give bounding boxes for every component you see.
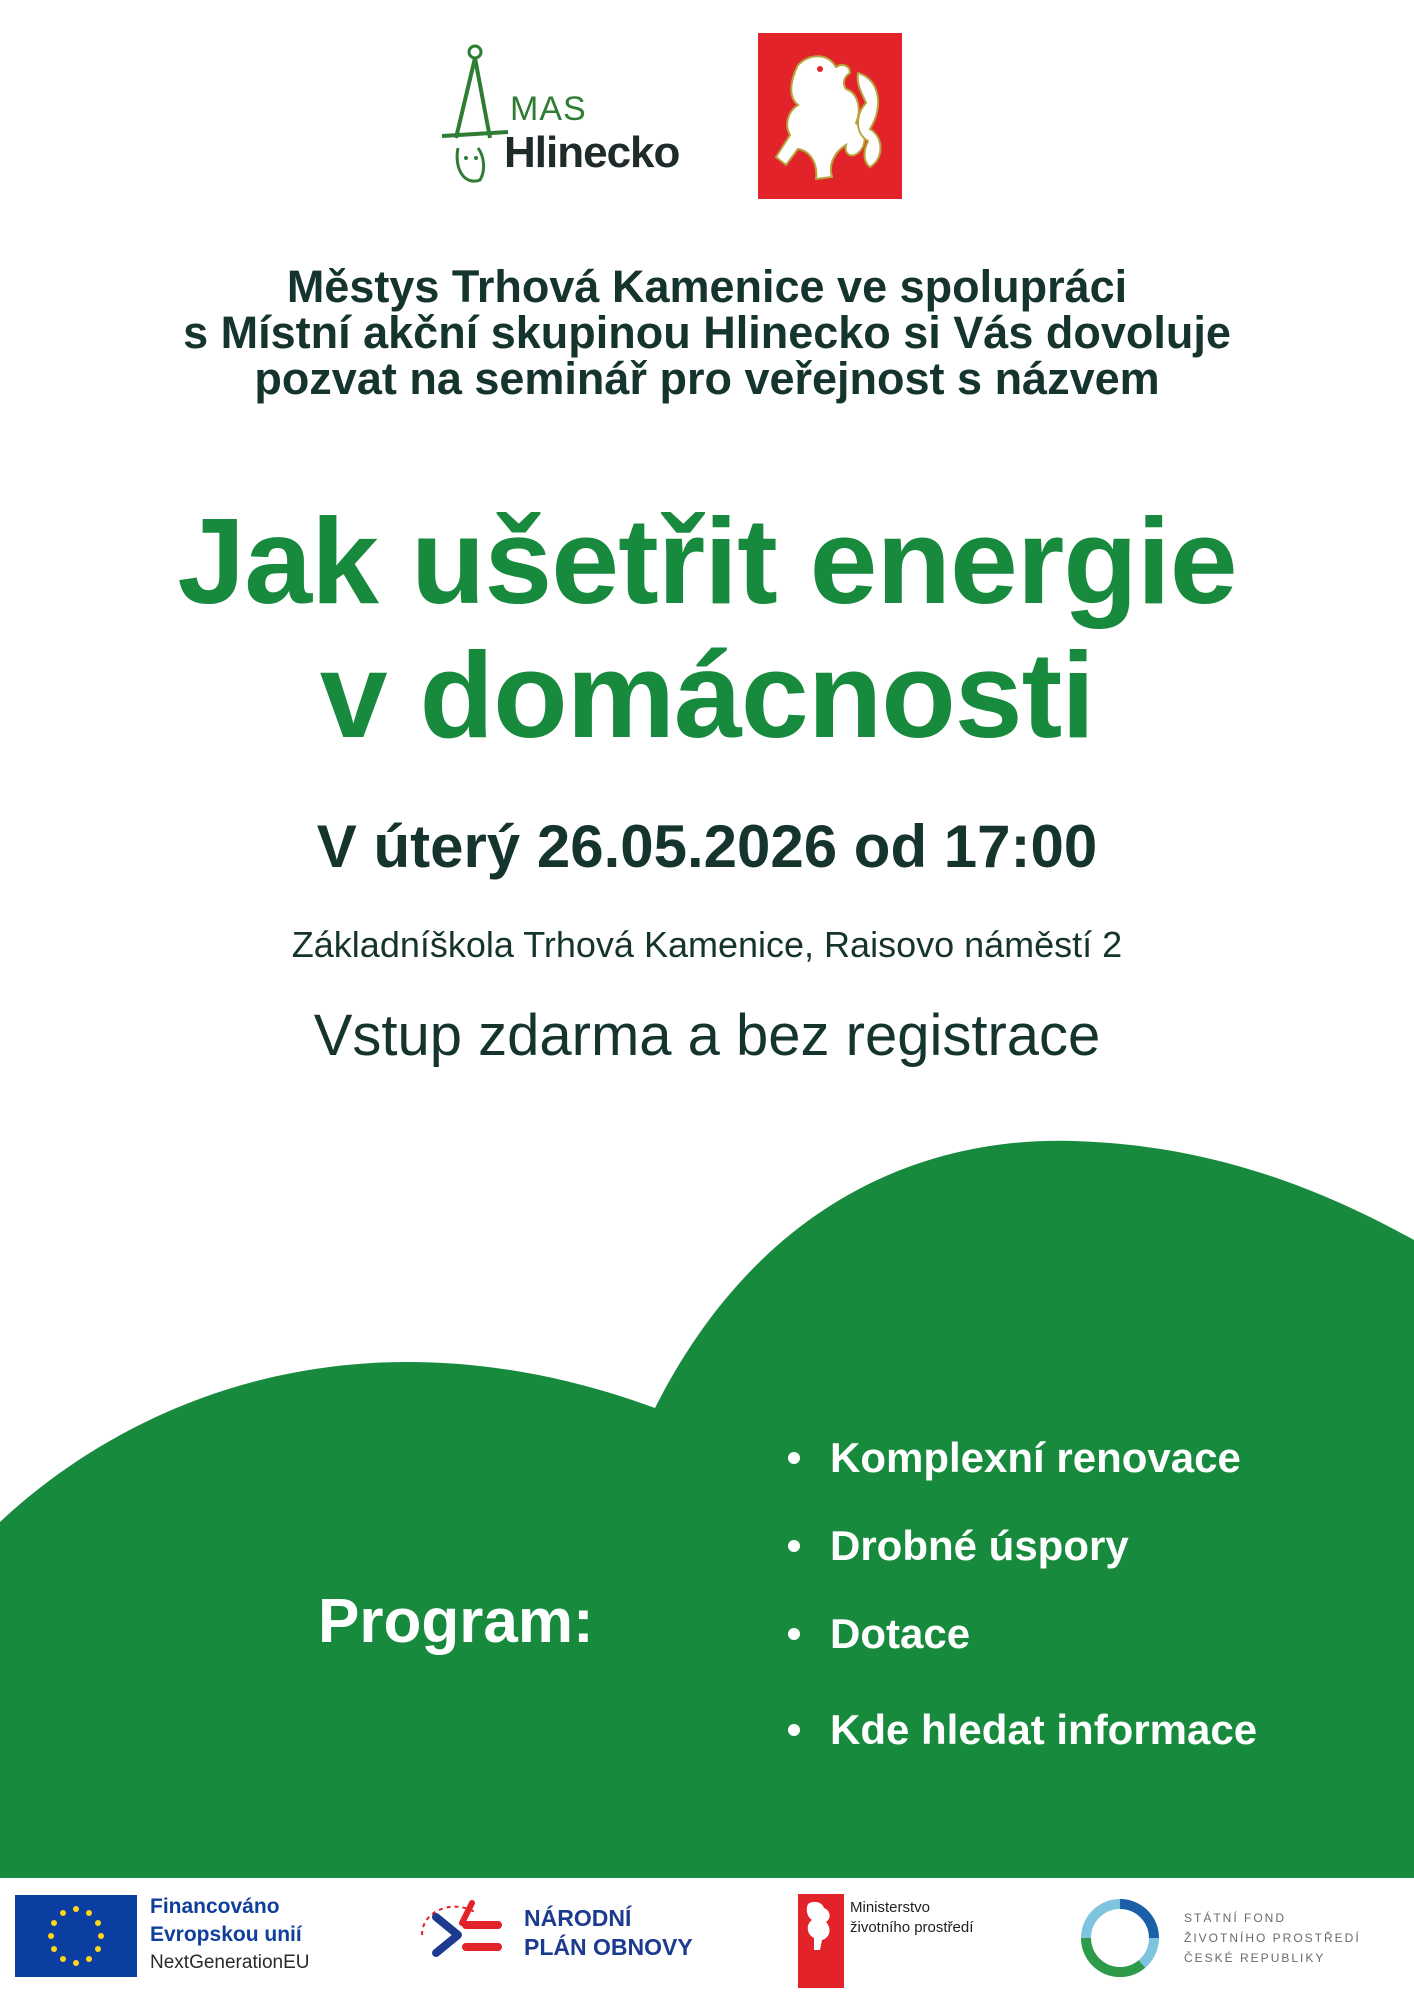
npo-text	[524, 1904, 693, 1962]
program-item: Komplexní renovace	[786, 1430, 1257, 1518]
mzp-line-1: Ministerstvo	[850, 1899, 931, 1916]
sfzp-line-1: STÁTNÍ FOND	[1184, 1911, 1286, 1925]
intro-text	[40, 261, 1374, 404]
coat-of-arms-icon	[758, 33, 902, 199]
event-datetime: V úterý 26.05.2026 od 17:00	[316, 813, 1098, 880]
program-item: Drobné úspory	[786, 1518, 1257, 1606]
title-line-2: v domácnosti	[319, 627, 1095, 763]
title-line-1: Jak ušetřit energie	[177, 493, 1237, 629]
intro-line-3: pozvat na seminář pro veřejnost s názvem	[254, 353, 1160, 404]
npo-line-1: NÁRODNÍ	[524, 1905, 632, 1931]
eu-flag-icon	[15, 1895, 137, 1977]
sfzp-text	[1184, 1908, 1361, 1968]
program-item: Kde hledat informace	[786, 1702, 1257, 1790]
mzp-text	[850, 1898, 973, 1938]
npo-logo-icon	[416, 1895, 508, 1975]
seminar-title	[40, 494, 1374, 762]
sfzp-logo-icon	[1080, 1898, 1160, 1978]
intro-line-2: s Místní akční skupinou Hlinecko si Vás dovoluje	[183, 307, 1231, 358]
event-venue: Základníškola Trhová Kamenice, Raisovo náměstí 2	[291, 924, 1123, 965]
mas-hlinecko-logo	[438, 40, 698, 190]
mas-logo-small: MAS	[510, 90, 587, 128]
eu-line-1: Financováno	[150, 1895, 280, 1918]
mzp-logo-icon	[798, 1894, 844, 1988]
eu-line-2: Evropskou unií	[150, 1923, 302, 1946]
eu-line-3: NextGenerationEU	[150, 1952, 310, 1973]
sfzp-line-3: ČESKÉ REPUBLIKY	[1184, 1951, 1326, 1965]
npo-line-2: PLÁN OBNOVY	[524, 1934, 693, 1960]
program-label: Program:	[318, 1587, 594, 1656]
event-entry: Vstup zdarma a bez registrace	[313, 1003, 1101, 1068]
sfzp-line-2: ŽIVOTNÍHO PROSTŘEDÍ	[1184, 1931, 1361, 1945]
program-item: Dotace	[786, 1606, 1257, 1694]
program-list	[786, 1430, 1257, 1790]
mzp-line-2: životního prostředí	[850, 1919, 974, 1936]
eu-funding-text	[150, 1893, 309, 1977]
intro-line-1: Městys Trhová Kamenice ve spolupráci	[286, 261, 1128, 312]
mas-logo-big: Hlinecko	[504, 128, 680, 177]
